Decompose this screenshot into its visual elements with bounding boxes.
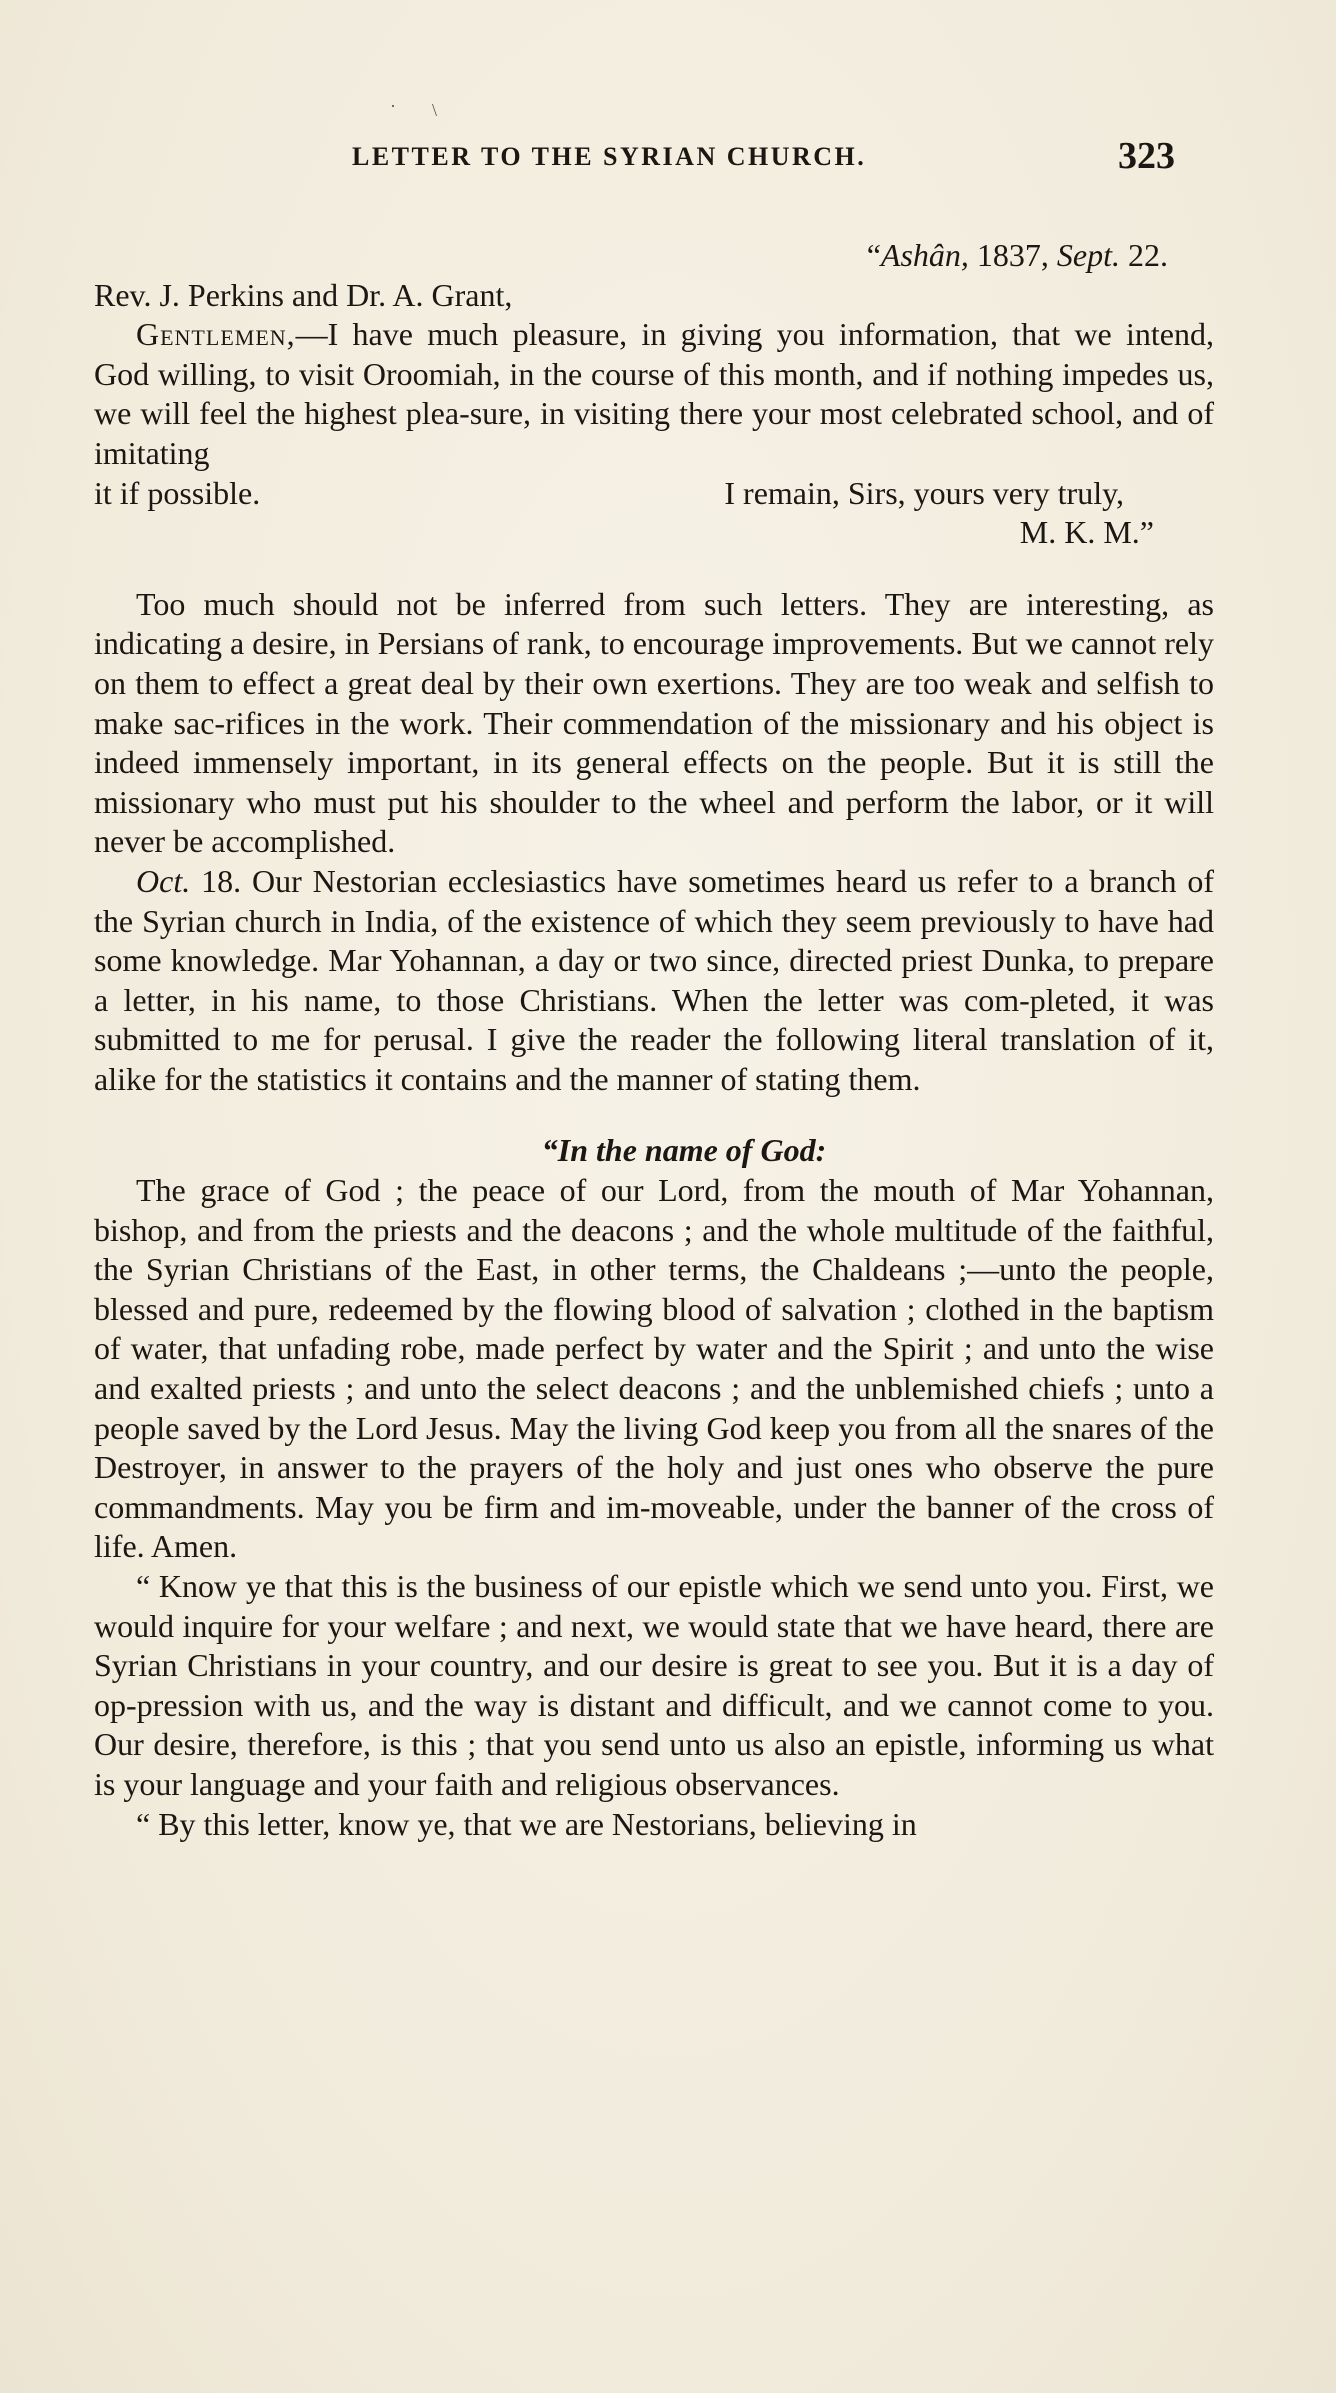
salutation: Gentlemen, — [136, 316, 296, 353]
letter-title: “In the name of God: — [541, 1132, 827, 1169]
letter-closing: I remain, Sirs, yours very truly, — [724, 474, 1124, 511]
letter-body: Gentlemen,—I have much pleasure, in giving you information, that we intend, God willing, to visit Oroomiah, in the course of this month, and if nothing impedes us, we will feel the highest plea-sure, in visiting there your most celebrated school, and of imitating — [94, 316, 1214, 471]
page-header — [0, 135, 1336, 190]
page-number: 323 — [1118, 135, 1175, 177]
page-body — [94, 236, 1214, 1844]
oct-paragraph: Oct. 18. Our Nestorian ecclesiastics have sometimes heard us refer to a branch of the Syrian church in India, of the existence of which they seem previously to have had some knowledge. Mar Yohannan, a day or two since, directed priest Dunka, to prepare a letter, in his name, to those Christians. When the letter was com-pleted, it was submitted to me for perusal. I give the reader the following literal translation of it, alike for the statistics it contains and the manner of stating them. — [94, 862, 1215, 1097]
letter-addressee: Rev. J. Perkins and Dr. A. Grant, — [94, 276, 513, 313]
running-head: LETTER TO THE SYRIAN CHURCH. — [352, 142, 867, 171]
letter-dateline: “Ashân, 1837, Sept. 22. — [866, 237, 1168, 273]
print-speck: · — [390, 96, 396, 116]
letter-paragraph: “ Know ye that this is the business of our epistle which we send unto you. First, we would inquire for your welfare ; and next, we would state that we have heard, there are Syrian Christians in your country, and our desire is great to see you. But it is a day of op-pression with us, and the way is distant and difficult, and we cannot come to you. Our desire, therefore, is this ; that you send unto us also an epistle, informing us what is your language and your faith and religious observances. — [94, 1568, 1214, 1802]
letter-paragraph: The grace of God ; the peace of our Lord, from the mouth of Mar Yohannan, bishop, and from the priests and the deacons ; and the whole multitude of the faithful, the Syrian Christians of the East, in other terms, the Chaldeans ;—unto the people, blessed and pure, redeemed by the flowing blood of salvation ; clothed in the baptism of water, that unfading robe, made perfect by water and the Spirit ; and unto the wise and exalted priests ; and unto the select deacons ; and the unblemished chiefs ; unto a people saved by the Lord Jesus. May the living God keep you from all the snares of the Destroyer, in answer to the prayers of the holy and just ones who observe the pure commandments. May you be firm and im-moveable, under the banner of the cross of life. Amen. — [94, 1172, 1214, 1565]
entry-date: Oct. — [136, 862, 191, 899]
print-speck: \ — [432, 100, 438, 120]
letter-closing-row — [94, 474, 1214, 514]
commentary-paragraph: Too much should not be inferred from such letters. They are interesting, as indicating a desire, in Persians of rank, to encourage improvements. But we cannot rely on them to effect a great deal by their own exertions. They are too weak and selfish to make sac-rifices in the work. Their commendation of the missionary and his object is indeed immensely important, in its general effects on the people. But it is still the missionary who must put his shoulder to the wheel and perform the labor, or it will never be accomplished. — [94, 585, 1214, 860]
letter-paragraph: “ By this letter, know ye, that we are Nestorians, believing in — [136, 1805, 917, 1842]
letter-signature: M. K. M.” — [1019, 514, 1154, 551]
letter-body-end: it if possible. — [94, 474, 261, 511]
